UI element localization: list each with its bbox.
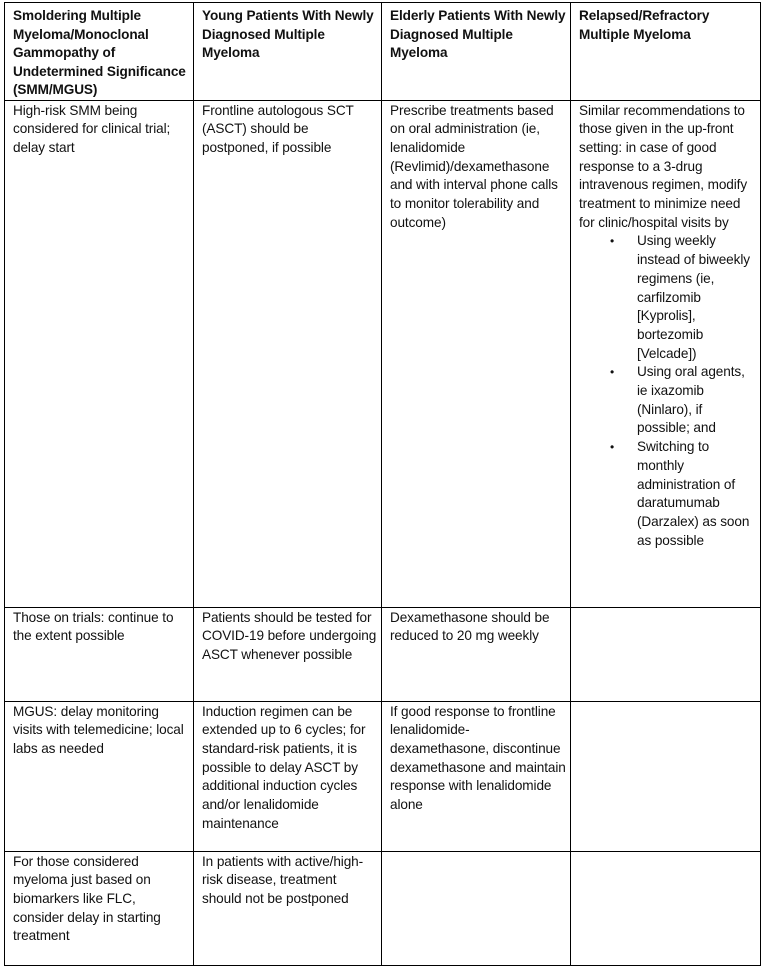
cell-smm: MGUS: delay monitoring visits with telemedicine; local labs as needed xyxy=(5,701,194,851)
bullet-text: Using oral agents, ie ixazomib (Ninlaro), if possible; and xyxy=(637,364,745,436)
cell-young: Frontline autologous SCT (ASCT) should be postponed, if possible xyxy=(194,100,382,607)
cell-relapsed xyxy=(571,701,761,851)
cell-smm: High-risk SMM being considered for clinical trial; delay start xyxy=(5,100,194,607)
relapsed-intro-text: Similar recommendations to those given in the up-front setting: in case of good response to a 3-drug intravenous regimen, modify treatment to minimize need for clinic/hospital visits by xyxy=(579,102,748,230)
cell-relapsed xyxy=(571,607,761,701)
cell-elderly xyxy=(382,851,571,965)
header-elderly-patients: Elderly Patients With Newly Diagnosed Multiple Myeloma xyxy=(382,3,571,101)
bullet-item xyxy=(610,232,756,363)
table-row xyxy=(5,851,761,965)
header-young-patients: Young Patients With Newly Diagnosed Multiple Myeloma xyxy=(194,3,382,101)
bullet-text: Switching to monthly administration of daratumumab (Darzalex) as soon as possible xyxy=(637,439,750,548)
recommendations-table xyxy=(4,2,761,966)
cell-elderly: If good response to frontline lenalidomide-dexamethasone, discontinue dexamethasone and maintain response with lenalidomide alone xyxy=(382,701,571,851)
bullet-item xyxy=(610,438,756,550)
cell-elderly: Prescribe treatments based on oral administration (ie, lenalidomide (Revlimid)/dexamethasone and with interval phone calls to monitor tolerability and outcome) xyxy=(382,100,571,607)
cell-smm: For those considered myeloma just based on biomarkers like FLC, consider delay in starting treatment xyxy=(5,851,194,965)
cell-young: Patients should be tested for COVID-19 before undergoing ASCT whenever possible xyxy=(194,607,382,701)
cell-young: In patients with active/high-risk disease, treatment should not be postponed xyxy=(194,851,382,965)
header-smm-mgus: Smoldering Multiple Myeloma/Monoclonal Gammopathy of Undetermined Significance (SMM/MGUS) xyxy=(5,3,194,101)
table-header-row xyxy=(5,3,761,101)
table-row xyxy=(5,701,761,851)
header-relapsed-refractory: Relapsed/Refractory Multiple Myeloma xyxy=(571,3,761,101)
cell-elderly: Dexamethasone should be reduced to 20 mg weekly xyxy=(382,607,571,701)
cell-relapsed xyxy=(571,851,761,965)
bullet-text: Using weekly instead of biweekly regimens (ie, carfilzomib [Kyprolis], bortezomib [Velcade]) xyxy=(637,233,750,361)
relapsed-bullet-list xyxy=(579,232,756,550)
cell-smm: Those on trials: continue to the extent possible xyxy=(5,607,194,701)
bullet-icon: • xyxy=(610,234,615,249)
bullet-icon: • xyxy=(610,365,615,380)
table-row xyxy=(5,607,761,701)
table-row xyxy=(5,100,761,607)
bullet-icon: • xyxy=(610,440,615,455)
cell-young: Induction regimen can be extended up to 6 cycles; for standard-risk patients, it is possible to delay ASCT by additional induction cycles and/or lenalidomide maintenance xyxy=(194,701,382,851)
bullet-item xyxy=(610,363,756,438)
cell-relapsed xyxy=(571,100,761,607)
